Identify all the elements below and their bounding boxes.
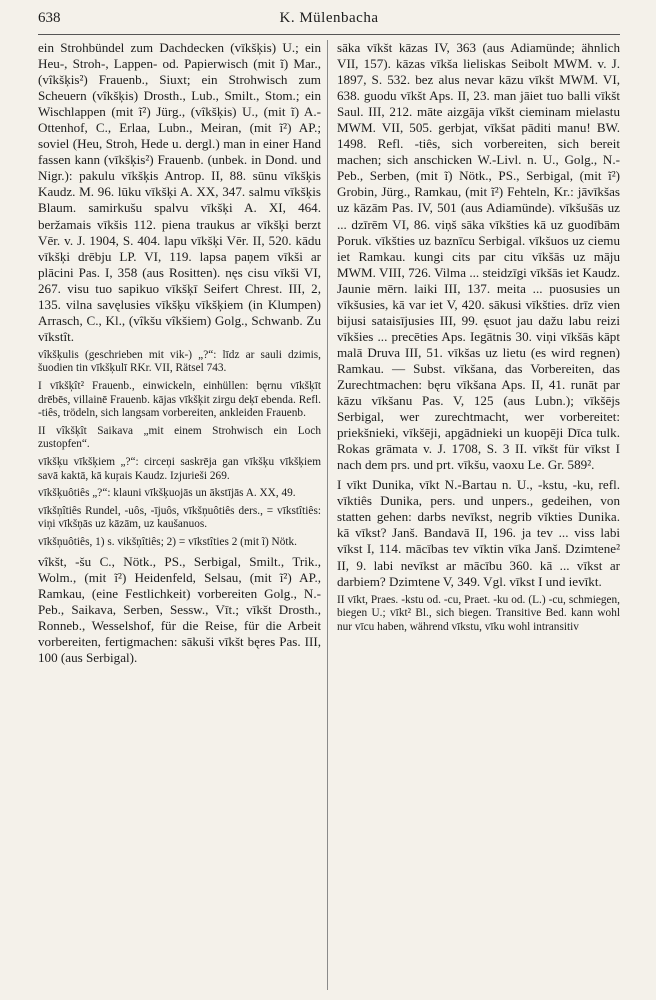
column-divider — [327, 40, 328, 990]
page-header — [38, 10, 620, 34]
header-rule — [38, 34, 620, 35]
entry-vikskit-2: II vîkšķît Saikava „mit einem Strohwisch ein Loch zustopfen“. — [38, 424, 321, 451]
entry-viksnities: vīkšņîtiês Rundel, -uôs, -ījuôs, vīkšņuôtiês ders., = vīkstîtiês: viņi vīkšņās uz kāzām, uz kaušanuos. — [38, 504, 321, 531]
entry-viksku-vikskiem: vīkšķu vīkšķiem „?“: circeņi saskrēja gan vīkšķu vīkšķiem savā kaktā, kā kuŗais Kaudz. Izjurieši 269. — [38, 456, 321, 482]
entry-continuation: ein Strohbündel zum Dachdecken (vīkšķis) U.; ein Heu-, Stroh-, Lappen- od. Papierwisch (mit ĩ) Mar., (vîkšķis²) Frauenb., Siuxt; ein Strohwisch zum Scheuern (vîkšķis) Drosth., Lub., Smilt., Stom.; ein Wischlappen (mit ĩ²) Jürg., (vîkšķis) U., (mit ĩ) A.-Ottenhof, C., Erlaa, Lubn., Meiran, (mit ĩ²) AP.; soviel (Heu, Stroh, Hede u. dergl.) man in einer Hand fassen kann (vīkšķis²) Frauenb. (unbek. in Dond. und Nigr.): pakulu vīkšķis Antrop. II, 88. sūnu vīkšķis Kaudz. M. 96. lūku vīkšķi A. XX, 347. salmu vīkšķis Blaum. samirkušu spalvu vīkšķi A. XI, 464. beržamais vīkšis 112. piena traukus ar vīkšķi berzt Vēr. v. J. 1904, S. 404. lapu vīkšķi Vēr. II, 520. kādu vīkšķi drēbju LP. VI, 119. lapsa paņem vīkši ar plācini Pas. I, 358 (aus Rositten). nęs cisu vīkši VI, 267. visu tuo sapikuo vīkšķī Seifert Chrest. III, 2, 135. vilna savęlusies vīkšķu vīkšķiem (in Klumpen) Arrasch, C., Kl., (vîkšu vîkšiem) Golg., Schwanb. Zu vīkstît. — [38, 40, 321, 344]
right-column — [337, 40, 620, 636]
entry-vikt-2: II vīkt, Praes. -kstu od. -cu, Praet. -ku od. (L.) -cu, schmiegen, biegen U.; vīkt² Bl., sich biegen. Transitive Bed. kann wohl nur vīcu haben, während vīkstu, vīku wohl intransitiv — [337, 593, 620, 633]
entry-vikskulis: vîkšķulis (geschrieben mit vik-) „?“: līdz ar sauli dzimis, šuodien tin vīkšķulī RKr. VII, Rätsel 743. — [38, 348, 321, 375]
page-number: 638 — [38, 10, 61, 26]
left-column — [38, 40, 321, 668]
running-title: K. Mülenbacha — [279, 10, 379, 26]
entry-viksnuoties: vīkšņuôtiês, 1) s. vikšņîtiês; 2) = vīkstîties 2 (mit ĩ) Nötk. — [38, 536, 297, 549]
entry-vikst: vîkšt, -šu C., Nötk., PS., Serbigal, Smilt., Trik., Wolm., (mit ĩ²) Heidenfeld, Selsau, (mit ĩ²) AP., Ramkau, (eine Festlichkeit) vorbereiten Golg., N.-Peb., Saikava, Serben, Sessw., Vīt.; vīkšt Drosth., Ronneb., Wesselshof, für die Reise, für die Arbeit vorbereiten, fertigmachen: sākuši vīkšt bęres Pas. III, 100 (aus Serbigal). — [38, 553, 321, 665]
entry-vikskuoties: vīkšķuôtiês „?“: klauni vīkšķuojās un ākstījās A. XX, 49. — [38, 487, 296, 500]
entry-vikst-continuation: sāka vīkšt kāzas IV, 363 (aus Adiamünde; ähnlich VII, 157). kāzas vīkša lieliskas Seibolt MWM. v. J. 1897, S. 532. bez alus nevar kāzu vīkšt MWM. VI, 638. guodu vīkšt Aps. II, 23. man jāiet tuo balli vīkšt Saul. III, 212. māte aizgāja vīkšt cieminam mielastu MWM. VII, 505. gerbjat, vīkšat pāditi manu! BW. 1498. Refl. -tiês, sich vorbereiten, sich bereit machen; sich anschicken W.-Livl. n. U., Golg., N.-Peb., Serben, (mit ĩ) Nötk., PS., Serbigal, (mit ĩ²) Grobin, Jürg., Ramkau, (mit ĩ²) Fehteln, Kr.: jāvīkšas uz kāzām Pas. IV, 501 (aus Adiamünde). vīkšušās uz ... dzīrēm VI, 86. viņš sāka vīkšties kā uz guodībām Poruk. vīkšties uz baznīcu Serbigal. vīkšuos uz ciemu iet Ramkau. kungi cits par citu vīkšās uz māju MWM. VIII, 726. Vilma ... steidzīgi vīkšās iet Kaudz. Jaunie mērn. laiki III, 137. meita ... puosusies un vīkšusies, kā var iet V, 420. sākusi vīkšties. drīz vien bijusi sataisījusies III, 99. ęsuot jau dažu labu reizi vīkšies ... precēties Aps. Iegātnis 30. viņi vīkšās kāpt malā Druva III, 51. vīkšas uz lietu (es wird regnen) Ramkau. — Subst. vīkšana, das Vorbereiten, das Zurechtmachen: bęru vīkšana Aps. II, 41. runāt par kāzu vīkšanu Pas. V, 125 (aus Lubn.); vīkšējs Serbigal, wer zurechtmacht, wer vorbereitet: priekšnieki, vīkšēji, apgādnieki un kuopēji Dīca tulk. Rokas grāmata v. J. 1708, S. 3 II. vīkšt für vīkst I nach dem prs. und prt. vīkšu, vaoxu Le. Gr. 589². — [337, 40, 620, 473]
entry-vikskit-1: I vīkšķît² Frauenb., einwickeln, einhüllen: bęrnu vīkšķīt drēbēs, villainē Frauenb. kājas vīkšķit zirgu deķī ebenda. Refl. -tiês, trödeln, sich langsam vorbereiten, ankleiden Frauenb. — [38, 380, 321, 420]
entry-vikt-1: I vīkt Dunika, vīkt N.-Bartau n. U., -kstu, -ku, refl. vīktiês Dunika, pers. und unpers., gedeihen, von statten gehen: darbs nevīkst, negrib vīkties Dunika. kā vīkst? Janš. Bandavā II, 196. ja tev ... viss labi vīkst I, 114. mācības tev vīktin vīka Janš. Dzimtene² II, 9. labi nevīkst ar mācību 360. kā ... vīkst ar darbiem? Dzimtene V, 349. Vgl. vīkst I und ievīkt. — [337, 477, 620, 589]
